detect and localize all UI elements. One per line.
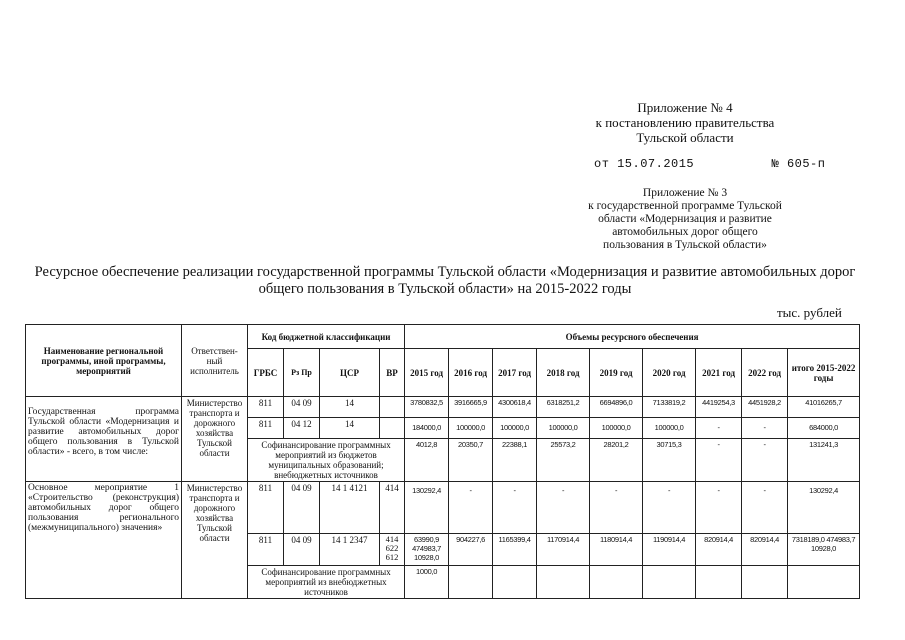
cell-value: 184000,0 [405,418,449,439]
cell-value: - [590,482,643,534]
decree-date-line [594,157,825,171]
cell-value: - [696,418,742,439]
cell-total: 131241,3 [788,439,860,482]
cell-value [590,566,643,599]
col-header-name: Наименование региональной программы, иной программы, мероприятий [26,325,182,397]
cell-value: - [537,482,590,534]
col-header-csr: ЦСР [320,349,380,397]
activity-name: Основное мероприятие 1 «Строительство (реконструкция) автомобильных дорог общего пользования регионального (межмуниципального) значения» [26,482,182,599]
cell-vr: 414 [380,482,405,534]
cell-value: 100000,0 [537,418,590,439]
cell-value: - [742,439,788,482]
decree-number: 605-п [786,157,826,171]
cell-value: 20350,7 [449,439,493,482]
cell-value: 820914,4 [742,534,788,566]
appendix-3-line: автомобильных дорог общего [612,226,758,238]
cell-value: 28201,2 [590,439,643,482]
cell-grbs: 811 [248,534,284,566]
cell-total [788,566,860,599]
cell-value: 100000,0 [643,418,696,439]
date-prefix: от [594,157,610,171]
cell-vr [380,418,405,439]
table-row [26,397,860,418]
cell-grbs: 811 [248,397,284,418]
cell-value [696,566,742,599]
col-header-rzpr: Рз Пр [284,349,320,397]
cell-value: 100000,0 [493,418,537,439]
cell-value: - [696,439,742,482]
col-header-year: 2018 год [537,349,590,397]
cell-value [493,566,537,599]
cell-value: 1170914,4 [537,534,590,566]
program-name: Государственная программа Тульской области «Модернизация и развитие автомобильных дорог общего пользования в Тульской области» - всего, в том числе: [26,397,182,482]
col-header-year: 2019 год [590,349,643,397]
cell-value: 1190914,4 [643,534,696,566]
cell-value [537,566,590,599]
number-prefix: № [771,157,780,171]
cell-value: 7133819,2 [643,397,696,418]
document-title: Ресурсное обеспечение реализации государственной программы Тульской области «Модернизация и развитие автомобильных дорог общего пользования в Тульской области» на 2015-2022 годы [34,264,856,297]
cell-value: - [493,482,537,534]
appendix-3-line: Приложение № 3 [642,187,728,199]
col-header-year: 2022 год [742,349,788,397]
cell-value: 25573,2 [537,439,590,482]
cell-value: 1165399,4 [493,534,537,566]
cell-csr: 14 1 4121 [320,482,380,534]
cell-total: 7318189,0 474983,7 10928,0 [788,534,860,566]
cofinancing-label: Софинансирование программных мероприятий из бюджетов муниципальных образований; внебюджетных источников [248,439,405,482]
cell-value: 30715,3 [643,439,696,482]
cell-csr: 14 [320,418,380,439]
cofinancing-label: Софинансирование программных мероприятий из внебюджетных источников [248,566,405,599]
cell-value: 100000,0 [449,418,493,439]
col-header-grbs: ГРБС [248,349,284,397]
cell-total: 684000,0 [788,418,860,439]
cell-value: - [643,482,696,534]
col-header-year: 2020 год [643,349,696,397]
cell-value: 820914,4 [696,534,742,566]
appendix-4-header [555,100,815,145]
cell-vr: 414 622 612 [380,534,405,566]
col-header-year: 2015 год [405,349,449,397]
col-header-year: 2017 год [493,349,537,397]
activity-executor: Министерство транспорта и дорожного хозяйства Тульской области [182,482,248,599]
cell-grbs: 811 [248,482,284,534]
appendix-3-line: к государственной программе Тульской [588,200,782,212]
cell-value: - [696,482,742,534]
cell-total: 130292,4 [788,482,860,534]
cell-rzpr: 04 09 [284,534,320,566]
appendix-4-line: Приложение № 4 [637,100,733,115]
table-row [26,482,860,534]
decree-date: 15.07.2015 [617,157,695,171]
cell-total: 41016265,7 [788,397,860,418]
program-executor: Министерство транспорта и дорожного хозяйства Тульской области [182,397,248,482]
cell-value: 904227,6 [449,534,493,566]
col-header-vr: ВР [380,349,405,397]
cell-value: 4419254,3 [696,397,742,418]
col-header-year: 2021 год [696,349,742,397]
cell-value: 130292,4 [405,482,449,534]
cell-value: 22388,1 [493,439,537,482]
cell-value [742,566,788,599]
cell-value: 6694896,0 [590,397,643,418]
cell-value: 6318251,2 [537,397,590,418]
cell-value: - [742,482,788,534]
cell-value: 63990,9 474983,7 10928,0 [405,534,449,566]
appendix-4-line: Тульской области [636,130,734,145]
col-header-kbk: Код бюджетной классификации [248,325,405,349]
appendix-3-line: области «Модернизация и развитие [598,213,772,225]
cell-value: 3780832,5 [405,397,449,418]
col-header-volumes: Объемы ресурсного обеспечения [405,325,860,349]
cell-value [643,566,696,599]
appendix-3-header [560,187,810,252]
cell-grbs: 811 [248,418,284,439]
cell-value: 1000,0 [405,566,449,599]
cell-value [449,566,493,599]
units-label: тыс. рублей [777,305,842,320]
col-header-total: итого 2015-2022 годы [788,349,860,397]
cell-value: 1180914,4 [590,534,643,566]
cell-value: - [742,418,788,439]
cell-value: 3916665,9 [449,397,493,418]
resource-table [25,324,860,599]
cell-value: 100000,0 [590,418,643,439]
cell-value: 4451928,2 [742,397,788,418]
col-header-executor: Ответствен-ный исполнитель [182,325,248,397]
cell-csr: 14 1 2347 [320,534,380,566]
cell-value: - [449,482,493,534]
cell-value: 4300618,4 [493,397,537,418]
cell-rzpr: 04 12 [284,418,320,439]
cell-vr [380,397,405,418]
cell-csr: 14 [320,397,380,418]
cell-rzpr: 04 09 [284,482,320,534]
appendix-4-line: к постановлению правительства [595,115,775,130]
col-header-year: 2016 год [449,349,493,397]
appendix-3-line: пользования в Тульской области» [603,239,767,251]
cell-rzpr: 04 09 [284,397,320,418]
cell-value: 4012,8 [405,439,449,482]
